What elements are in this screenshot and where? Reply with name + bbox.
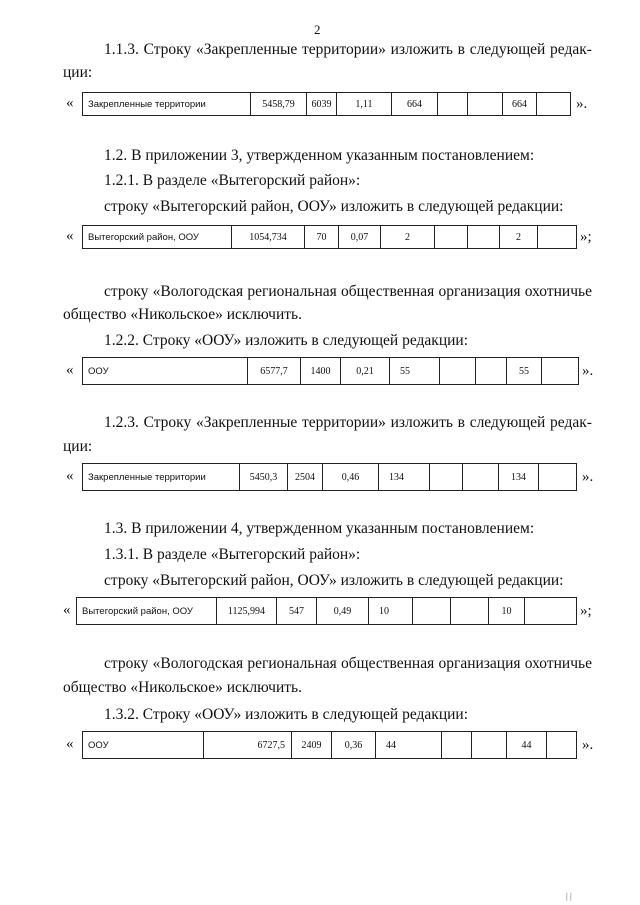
density-cell: 0,36 [332, 732, 376, 759]
empty-cell [468, 93, 503, 116]
row-name-cell: Вытегорский район, ООУ [83, 226, 232, 249]
value-cell: 70 [305, 226, 339, 249]
table-row-3 [82, 357, 579, 385]
area-cell: 5450,3 [240, 464, 288, 491]
count-cell: 664 [392, 93, 438, 116]
value-cell: 1400 [301, 358, 341, 385]
paragraph-1-2-1-exclude-line2: общество «Никольское» исключить. [63, 306, 302, 323]
empty-cell [440, 358, 476, 385]
open-quote: « [66, 362, 74, 378]
total-cell: 134 [499, 464, 539, 491]
row-name-cell: ООУ [83, 358, 248, 385]
area-cell: 1125,994 [217, 598, 277, 625]
area-cell: 6577,7 [248, 358, 301, 385]
empty-cell [547, 732, 577, 759]
density-cell: 0,21 [341, 358, 390, 385]
close-quote: ». [582, 363, 594, 379]
density-cell: 0,46 [323, 464, 379, 491]
value-cell: 547 [277, 598, 317, 625]
open-quote: « [66, 95, 74, 111]
row-name-cell: Вытегорский район, ООУ [77, 598, 217, 625]
empty-cell [537, 93, 571, 116]
table-row-5 [76, 597, 577, 625]
close-quote: »; [580, 603, 592, 619]
table-row-6 [82, 731, 577, 759]
empty-cell [538, 226, 577, 249]
total-cell: 55 [507, 358, 542, 385]
paragraph-1-3: 1.3. В приложении 4, утвержденном указанным постановлением: [104, 520, 535, 537]
open-quote: « [66, 228, 74, 244]
close-quote: ». [582, 469, 594, 485]
empty-cell [442, 732, 472, 759]
paragraph-1-1-3-line1: 1.1.3. Строку «Закрепленные территории» изложить в следующей редак- [104, 41, 592, 58]
empty-cell [539, 464, 577, 491]
open-quote: « [66, 736, 74, 752]
paragraph-1-3-1-exclude-line2: общество «Никольское» исключить. [63, 679, 302, 696]
table-row-4 [82, 463, 577, 491]
total-cell: 664 [503, 93, 537, 116]
total-cell: 10 [489, 598, 525, 625]
empty-cell [472, 732, 507, 759]
paragraph-1-1-3-line2: ции: [63, 64, 93, 81]
close-quote: ». [582, 737, 594, 753]
area-cell: 1054,734 [232, 226, 305, 249]
paragraph-1-3-1: 1.3.1. В разделе «Вытегорский район»: [104, 546, 361, 563]
area-cell: 6727,5 [204, 732, 292, 759]
footer-mark: | | [566, 891, 572, 901]
paragraph-1-2-3-line2: ции: [63, 438, 93, 455]
paragraph-1-2-1-row-text: строку «Вытегорский район, ООУ» изложить в следующей редакции: [104, 198, 564, 215]
table-row-2 [82, 225, 577, 249]
empty-cell [468, 226, 500, 249]
paragraph-1-2-2: 1.2.2. Строку «ООУ» изложить в следующей редакции: [104, 332, 469, 349]
empty-cell [476, 358, 507, 385]
close-quote: »; [580, 229, 592, 245]
paragraph-1-3-1-row-text: строку «Вытегорский район, ООУ» изложить в следующей редакции: [104, 572, 564, 589]
count-cell: 134 [379, 464, 430, 491]
empty-cell [463, 464, 499, 491]
value-cell: 2409 [292, 732, 332, 759]
count-cell: 2 [381, 226, 435, 249]
row-name-cell: Закрепленные территории [83, 464, 240, 491]
empty-cell [451, 598, 489, 625]
paragraph-1-2: 1.2. В приложении 3, утвержденном указанным постановлением: [104, 147, 535, 164]
total-cell: 44 [507, 732, 547, 759]
table-row-1 [82, 92, 571, 116]
paragraph-1-2-3-line1: 1.2.3. Строку «Закрепленные территории» изложить в следующей редак- [104, 414, 592, 431]
value-cell: 6039 [307, 93, 337, 116]
open-quote: « [66, 468, 74, 484]
count-cell: 55 [390, 358, 440, 385]
count-cell: 10 [369, 598, 413, 625]
paragraph-1-3-1-exclude-line1: строку «Вологодская региональная общественная организация охотничье [104, 655, 592, 672]
close-quote: ». [576, 96, 588, 112]
row-name-cell: Закрепленные территории [83, 93, 251, 116]
empty-cell [542, 358, 579, 385]
empty-cell [435, 226, 468, 249]
empty-cell [413, 598, 451, 625]
paragraph-1-3-2: 1.3.2. Строку «ООУ» изложить в следующей редакции: [104, 706, 469, 723]
total-cell: 2 [500, 226, 538, 249]
page-number: 2 [314, 22, 321, 37]
open-quote: « [63, 602, 71, 618]
value-cell: 2504 [288, 464, 323, 491]
empty-cell [430, 464, 463, 491]
paragraph-1-2-1: 1.2.1. В разделе «Вытегорский район»: [104, 172, 361, 189]
paragraph-1-2-1-exclude-line1: строку «Вологодская региональная общественная организация охотничье [104, 283, 592, 300]
density-cell: 0,07 [339, 226, 381, 249]
area-cell: 5458,79 [251, 93, 307, 116]
row-name-cell: ООУ [83, 732, 204, 759]
count-cell: 44 [376, 732, 442, 759]
density-cell: 1,11 [337, 93, 392, 116]
empty-cell [438, 93, 468, 116]
empty-cell [525, 598, 577, 625]
density-cell: 0,49 [317, 598, 369, 625]
